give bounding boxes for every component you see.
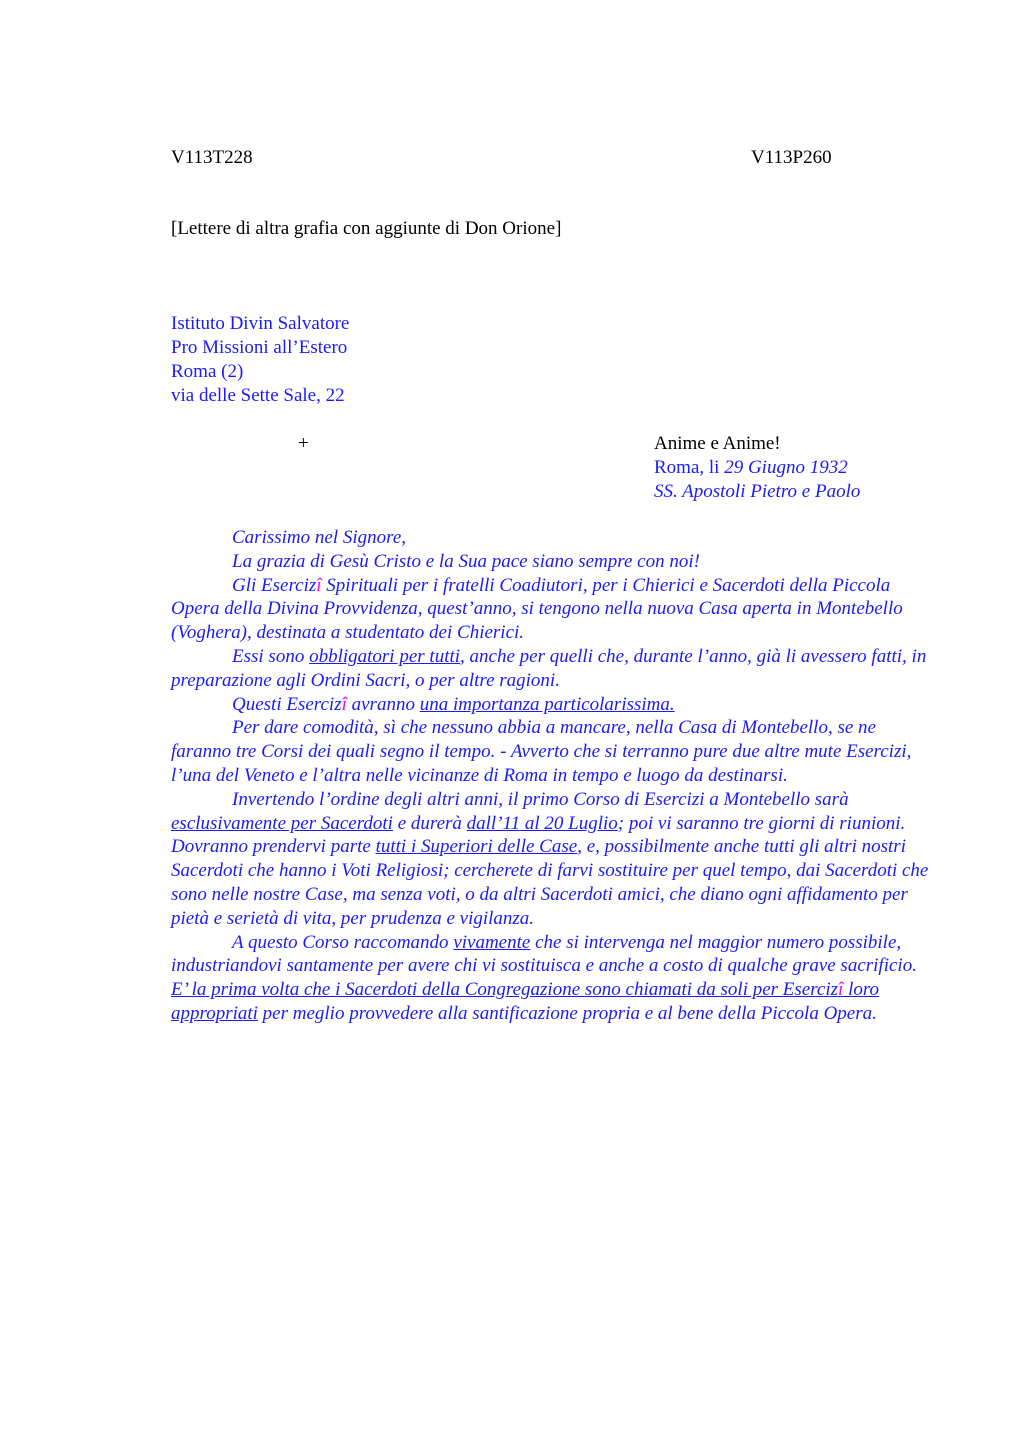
paragraph-4: Per dare comodità, sì che nessuno abbia a mancare, nella Casa di Montebello, se ne faranno tre Corsi dei quali segno il tempo. - Avverto che si terranno pure due altre mute Esercizi, l’una del Veneto e l’altra nelle vicinanze di Roma in tempo e luogo da destinarsi. [171, 717, 912, 786]
document-code-left: V113T228 [171, 147, 253, 168]
cross-mark: + [298, 433, 309, 454]
p5-underlined-2: dall’11 al 20 Luglio [466, 812, 618, 834]
p1-a: Gli Esercizî [232, 574, 322, 596]
paragraph-3 [171, 693, 933, 717]
document-code-right: V113P260 [751, 147, 832, 168]
motto: Anime e Anime! [654, 433, 781, 454]
p5-a: Invertendo l’ordine degli altri anni, il primo Corso di Esercizi a Montebello sarà [232, 788, 849, 810]
p6-b: che si intervenga nel maggior numero possibile, industriandovi santamente per avere chi vi sostituisca e anche a costo di qualche grave sacrificio. [171, 931, 917, 977]
sender-line-4: via delle Sette Sale, 22 [171, 385, 345, 406]
letter-body [171, 526, 933, 1026]
p5-d: , e, possibilmente anche tutti gli altri nostri Sacerdoti che hanno i Voti Religiosi; cercherete di farvi sostituire per quel tempo, dai Sacerdoti che sono nelle nostre Case, ma senza voti, o da altri Sacerdoti amici, che diano ogni affidamento per pietà e serietà di vita, per prudenza e vigilanza. [171, 836, 929, 929]
p2-b: , anche per quelli che, durante l’anno, già li avessero fatti, in preparazione agli Ordini Sacri, o per altre ragioni. [171, 645, 927, 691]
p6-a: A questo Corso raccomando [232, 931, 454, 953]
paragraph-5 [171, 788, 933, 931]
p2-a: Essi sono [232, 645, 310, 667]
p2-underlined: obbligatori per tutti [309, 645, 461, 667]
date-line [654, 456, 848, 480]
feast-day: SS. Apostoli Pietro e Paolo [654, 481, 861, 502]
p5-c: ; poi vi saranno tre giorni di riunioni. Dovranno prendervi parte [171, 812, 906, 858]
circumflex-mark: î [838, 979, 844, 1001]
esercizi-word [232, 575, 322, 596]
p5-underlined-3: tutti i Superiori delle Case [375, 836, 578, 858]
circumflex-mark: î [316, 574, 322, 596]
sender-line-2: Pro Missioni all’Estero [171, 337, 348, 358]
editorial-note: [Lettere di altra grafia con aggiunte di Don Orione] [171, 218, 562, 239]
p3-underlined: una importanza particolarissima. [419, 693, 675, 715]
circumflex-mark: î [341, 693, 347, 715]
greeting: La grazia di Gesù Cristo e la Sua pace siano sempre con noi! [232, 550, 700, 572]
p5-b: e durerà [392, 812, 467, 834]
salutation: Carissimo nel Signore, [232, 527, 406, 548]
paragraph-2 [171, 645, 933, 693]
p6-underlined-1: vivamente [453, 931, 531, 953]
p5-underlined-1: esclusivamente per Sacerdoti [171, 812, 393, 834]
p6-underlined-2: E’ la prima volta che i Sacerdoti della Congregazione sono chiamati da soli per Esercizî loro appropriati [171, 979, 880, 1024]
sender-line-1: Istituto Divin Salvatore [171, 313, 350, 334]
paragraph-6 [171, 931, 933, 1026]
place: Roma, li [654, 457, 725, 478]
date: 29 Giugno 1932 [724, 457, 848, 478]
p3-a: Questi Esercizî [232, 693, 347, 715]
p3-b: avranno [346, 693, 420, 715]
p6-c: per meglio provvedere alla santificazione propria e al bene della Piccola Opera. [257, 1002, 877, 1024]
p1-b: Spirituali per i fratelli Coadiutori, per i Chierici e Sacerdoti della Piccola Opera della Divina Provvidenza, quest’anno, si tengono nella nuova Casa aperta in Montebello (Voghera), destinata a studentato dei Chierici. [171, 574, 903, 644]
sender-line-3: Roma (2) [171, 361, 244, 382]
paragraph-1 [171, 574, 933, 645]
